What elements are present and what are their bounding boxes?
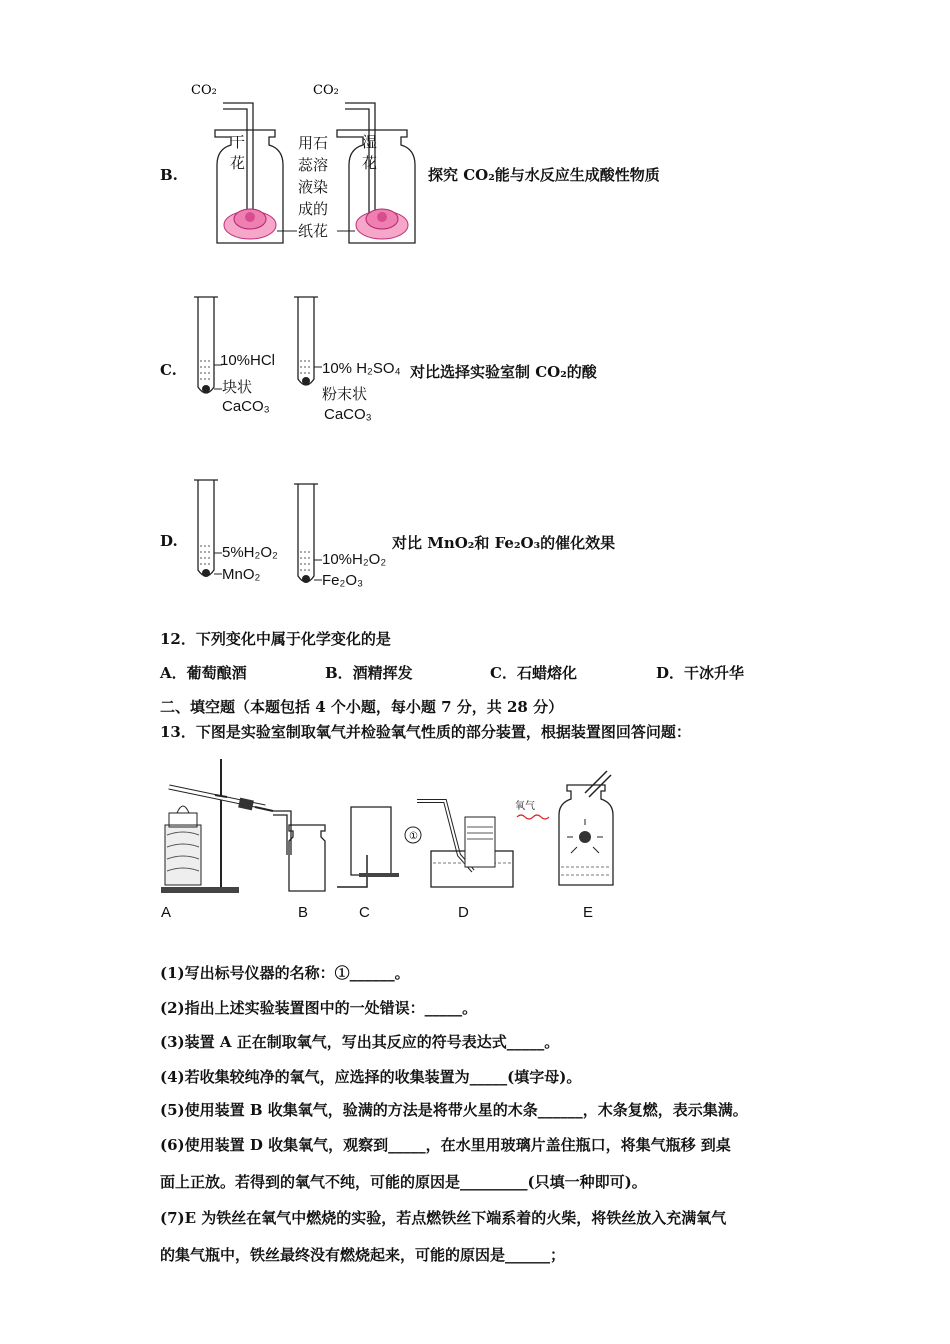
q13-part-7-cont: 的集气瓶中，铁丝最终没有燃烧起来，可能的原因是______；	[160, 1246, 566, 1264]
option-b-letter: B.	[160, 166, 178, 184]
q13-part-3: (3)装置 A 正在制取氧气，写出其反应的符号表达式_____。	[160, 1033, 560, 1051]
apparatus-figure	[155, 755, 625, 900]
option-d-letter: D.	[160, 532, 178, 550]
litmus-flower-label: 用石 蕊溶 液染 成的 纸花	[298, 134, 329, 240]
marker-1: ①	[409, 831, 418, 842]
option-d-description: 对比 MnO₂和 Fe₂O₃的催化效果	[392, 534, 616, 552]
apparatus-b	[273, 811, 325, 891]
option-c-description: 对比选择实验室制 CO₂的酸	[410, 363, 597, 381]
q12-stem: 12．下列变化中属于化学变化的是	[160, 630, 391, 648]
oxygen-label: 氧气	[515, 801, 535, 812]
c-left-acid: 10%HCl	[220, 352, 276, 369]
dry-flower-label: 干花	[230, 133, 246, 172]
co2-right-label: CO₂	[313, 83, 339, 98]
c-left-solid: 块状	[222, 379, 253, 396]
d-right-liquid: 10%H₂O₂	[322, 551, 387, 568]
d-right-catalyst: Fe₂O₃	[322, 572, 364, 589]
q13-part-1: (1)写出标号仪器的名称：①______。	[160, 964, 410, 982]
wet-flower-icon	[356, 209, 408, 239]
d-left-liquid: 5%H₂O₂	[222, 544, 278, 561]
option-c-letter: C.	[160, 361, 177, 379]
apparatus-label-a: A	[161, 904, 172, 921]
q12-option-c: C．石蜡熔化	[490, 664, 577, 682]
d-left-catalyst: MnO₂	[222, 566, 261, 583]
apparatus-d	[405, 801, 513, 887]
c-right-solid: 粉末状	[322, 386, 368, 403]
q13-part-7: (7)E 为铁丝在氧气中燃烧的实验，若点燃铁丝下端系着的火柴，将铁丝放入充满氧气	[160, 1209, 727, 1227]
c-right-solid-formula: CaCO₃	[324, 406, 372, 423]
q13-stem: 13．下图是实验室制取氧气并检验氧气性质的部分装置，根据装置图回答问题：	[160, 723, 691, 741]
c-right-acid: 10% H₂SO₄	[322, 360, 401, 377]
apparatus-e	[515, 771, 613, 885]
option-b-description: 探究 CO₂能与水反应生成酸性物质	[428, 166, 660, 184]
section-2-heading: 二、填空题（本题包括 4 个小题，每小题 7 分，共 28 分）	[160, 698, 564, 716]
apparatus-a	[161, 759, 273, 893]
q13-part-5: (5)使用装置 B 收集氧气，验满的方法是将带火星的木条______，木条复燃，表示集满。	[160, 1101, 748, 1119]
apparatus-label-e: E	[583, 904, 594, 921]
co2-left-label: CO₂	[191, 83, 217, 98]
q13-part-2: (2)指出上述实验装置图中的一处错误：_____。	[160, 999, 478, 1017]
c-left-solid-formula: CaCO₃	[222, 398, 270, 415]
q13-part-6: (6)使用装置 D 收集氧气，观察到_____，在水里用玻璃片盖住瓶口，将集气瓶移 到桌	[160, 1136, 731, 1154]
apparatus-label-d: D	[458, 904, 469, 921]
q12-option-d: D．干冰升华	[656, 664, 745, 682]
apparatus-label-c: C	[359, 904, 370, 921]
apparatus-label-b: B	[298, 904, 309, 921]
q13-part-4: (4)若收集较纯净的氧气，应选择的收集装置为_____(填字母)。	[160, 1068, 582, 1086]
wet-flower-label: 湿花	[362, 133, 378, 172]
apparatus-c	[337, 807, 399, 887]
dry-flower-icon	[224, 209, 276, 239]
q12-option-b: B．酒精挥发	[325, 664, 413, 682]
q13-part-6-cont: 面上正放。若得到的氧气不纯，可能的原因是_________(只填一种即可)。	[160, 1173, 647, 1191]
q12-option-a: A．葡萄酿酒	[160, 664, 247, 682]
